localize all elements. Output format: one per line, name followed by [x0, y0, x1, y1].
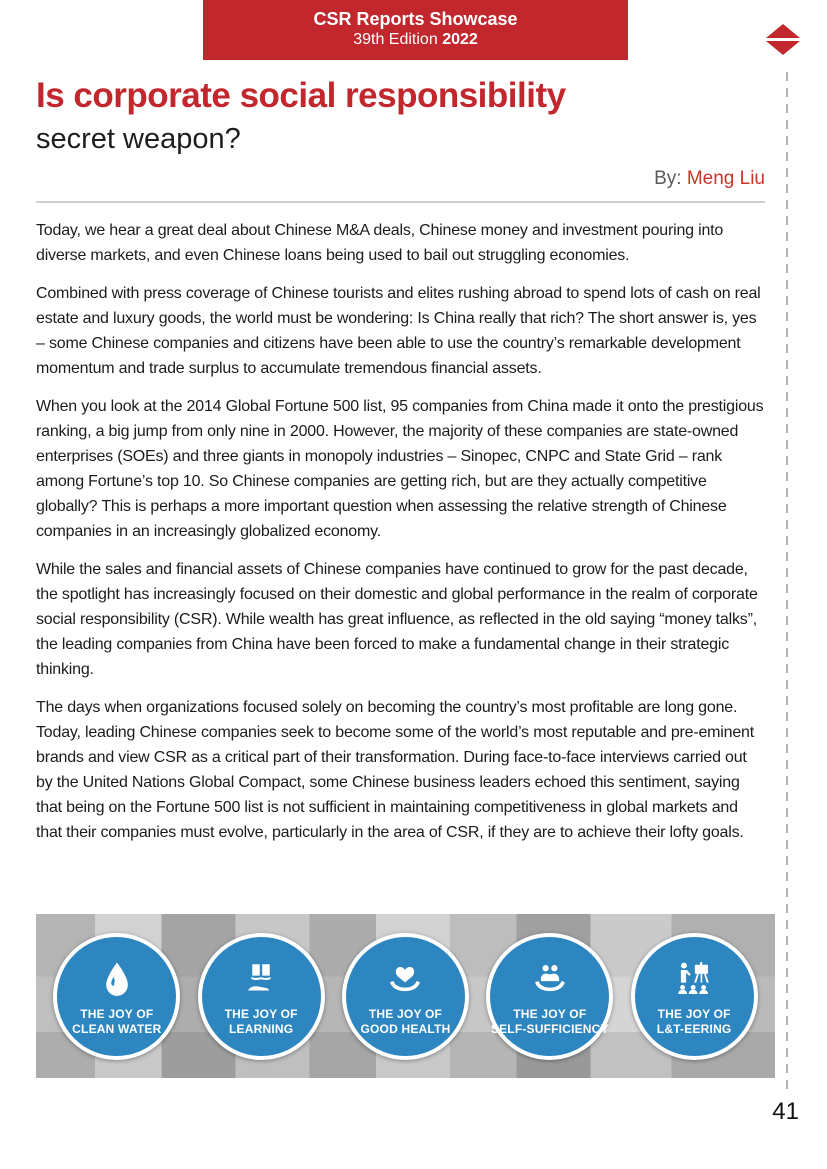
badge-label: LEARNING: [229, 1022, 294, 1036]
badge-label: GOOD HEALTH: [360, 1022, 451, 1036]
article-paragraph: When you look at the 2014 Global Fortune 500 list, 95 companies from China made it onto the prestigious ranking, a big jump from only nine in 2000. However, the majority of these companies are state-owned enterprises (SOEs) and three giants in monopoly industries – Sinopec, CNPC and State Grid – rank among Fortune’s top 10. So Chinese companies are getting rich, but are they actually competitive globally? This is perhaps a more important question when assessing the relative strength of Chinese companies in an increasingly globalized economy.: [36, 398, 764, 540]
water-drop-icon: [97, 957, 137, 1003]
article-paragraph: Today, we hear a great deal about Chinese M&A deals, Chinese money and investment pouring into diverse markets, and even Chinese loans being used to bail out struggling economies.: [36, 222, 724, 264]
badge-learning: [198, 933, 325, 1060]
badge-label: THE JOY OF: [224, 1007, 298, 1021]
badge-label: CLEAN WATER: [72, 1022, 162, 1036]
triangle-up-icon: [766, 24, 800, 38]
badge-label: SELF-SUFFICIENCY: [490, 1022, 609, 1036]
open-book-hand-icon: [240, 957, 282, 1003]
badge-good-health: [342, 933, 469, 1060]
masthead-year: 2022: [442, 31, 478, 48]
photo-collage-banner: [36, 914, 775, 1078]
article-title-rest: secret weapon?: [36, 123, 241, 155]
article-paragraph: While the sales and financial assets of Chinese companies have continued to grow for the past decade, the spotlight has increasingly focused on their domestic and global performance in the realm of corporate social responsibility (CSR). While wealth has great influence, as reflected in the old saying “money talks”, the leading companies from China have been forced to make a fundamental change in their strategic thinking.: [36, 561, 758, 678]
byline-author: Meng Liu: [686, 168, 765, 189]
article-body: [36, 218, 766, 858]
badge-label: THE JOY OF: [657, 1007, 731, 1021]
article-title-emphasis: Is corporate social responsibility: [36, 76, 566, 115]
badge-lt-eering: [631, 933, 758, 1060]
badge-label: L&T-EERING: [656, 1022, 732, 1036]
masthead-subtitle: [203, 30, 628, 50]
article-paragraph: Combined with press coverage of Chinese tourists and elites rushing abroad to spend lots of cash on real estate and luxury goods, the world must be wondering: Is China really that rich? The short answer is, yes – some Chinese companies and citizens have been able to use the country’s remarkable development momentum and trade surplus to accumulate tremendous financial assets.: [36, 285, 761, 377]
badge-label: THE JOY OF: [80, 1007, 154, 1021]
byline-label: By:: [654, 168, 682, 189]
badge-label: THE JOY OF: [368, 1007, 443, 1021]
masthead-edition: 39th Edition: [353, 31, 438, 48]
heart-in-hands-icon: [384, 957, 426, 1003]
family-in-hands-icon: [529, 957, 571, 1003]
byline: [654, 168, 765, 190]
article-paragraph: The days when organizations focused solely on becoming the country’s most profitable are long gone. Today, leading Chinese companies seek to become some of the world’s most reputable and pre-eminent brands and view CSR as a critical part of their transformation. During face-to-face interviews carried out by the United Nations Global Compact, some Chinese business leaders echoed this sentiment, saying that being on the Fortune 500 list is not sufficient in maintaining competitiveness in global markets and that their companies must evolve, particularly in the area of CSR, if they are to achieve their lofty goals.: [36, 699, 755, 841]
masthead-banner: [203, 0, 628, 60]
presenter-easel-icon: [673, 957, 715, 1003]
page-number: 41: [772, 1098, 799, 1125]
diamond-bullet-icon: [766, 24, 800, 55]
badge-self-sufficiency: [486, 933, 613, 1060]
header-rule: [36, 201, 765, 203]
triangle-down-icon: [766, 41, 800, 55]
masthead-title: CSR Reports Showcase: [313, 9, 518, 29]
badge-clean-water: [53, 933, 180, 1060]
dashed-divider: [786, 72, 788, 1090]
badge-label: THE JOY OF: [513, 1007, 587, 1021]
